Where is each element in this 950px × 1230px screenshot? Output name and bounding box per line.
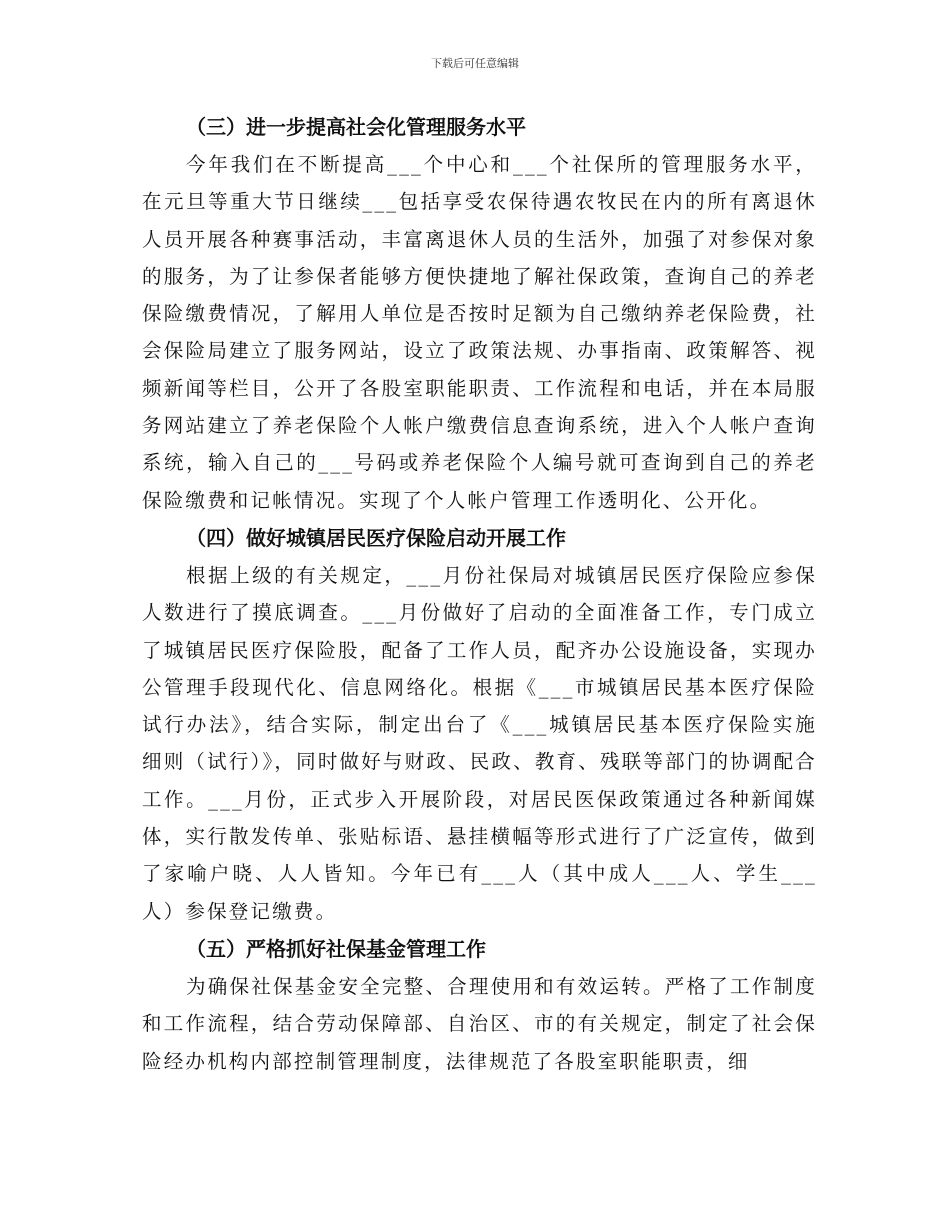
page-header: 下载后可任意编辑 bbox=[431, 57, 519, 70]
section-3 bbox=[142, 108, 817, 519]
section-paragraph: 今年我们在不断提高___个中心和___个社保所的管理服务水平，在元旦等重大节日继续___包括享受农保待遇农牧民在内的所有离退休人员开展各种赛事活动，丰富离退休人员的生活外，加强了对参保对象的服务，为了让参保者能够方便快捷地了解社保政策，查询自己的养老保险缴费情况，了解用人单位是否按时足额为自己缴纳养老保险费，社会保险局建立了服务网站，设立了政策法规、办事指南、政策解答、视频新闻等栏目，公开了各股室职能职责、工作流程和电话，并在本局服务网站建立了养老保险个人帐户缴费信息查询系统，进入个人帐户查询系统，输入自己的___号码或养老保险个人编号就可查询到自己的养老保险缴费和记帐情况。实现了个人帐户管理工作透明化、公开化。 bbox=[142, 153, 817, 512]
section-paragraph: 为确保社保基金安全完整、合理使用和有效运转。严格了工作制度和工作流程，结合劳动保障部、自治区、市的有关规定，制定了社会保险经办机构内部控制管理制度，法律规范了各股室职能职责，细 bbox=[142, 974, 817, 1073]
section-heading: （三）进一步提高社会化管理服务水平 bbox=[186, 115, 526, 139]
section-paragraph: 根据上级的有关规定，___月份社保局对城镇居民医疗保险应参保人数进行了摸底调查。___月份做好了启动的全面准备工作，专门成立了城镇居民医疗保险股，配备了工作人员，配齐办公设施设备，实现办公管理手段现代化、信息网络化。根据《___市城镇居民基本医疗保险试行办法》，结合实际，制定出台了《___城镇居民基本医疗保险实施细则（试行）》，同时做好与财政、民政、教育、残联等部门的协调配合工作。___月份，正式步入开展阶段，对居民医保政策通过各种新闻媒体，实行散发传单、张贴标语、悬挂横幅等形式进行了广泛宣传，做到了家喻户晓、人人皆知。今年已有___人（其中成人___人、学生___人）参保登记缴费。 bbox=[142, 563, 817, 923]
section-heading: （四）做好城镇居民医疗保险启动开展工作 bbox=[186, 525, 566, 550]
section-4 bbox=[142, 519, 817, 930]
section-heading: （五）严格抓好社保基金管理工作 bbox=[186, 936, 486, 961]
document-body bbox=[142, 108, 817, 1080]
section-5 bbox=[142, 930, 817, 1080]
